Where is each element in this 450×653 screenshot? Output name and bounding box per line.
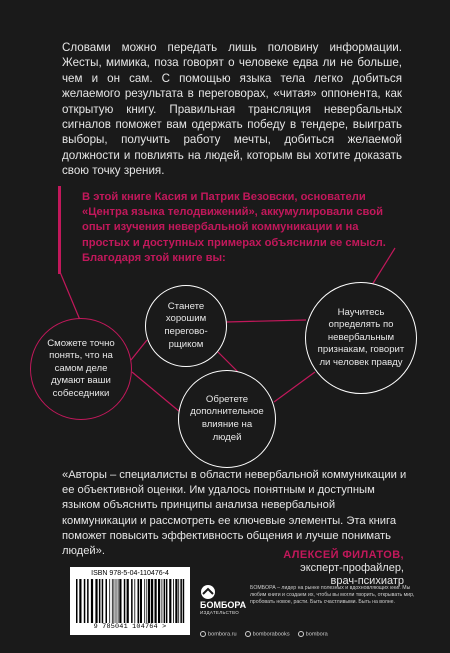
benefit-text: Научитесь определять по невербальным признакам, говорит ли человек правду <box>317 306 405 368</box>
isbn-label: ISBN 978-5-04-110476-4 <box>91 570 169 577</box>
vk-icon <box>245 631 251 637</box>
benefit-negotiator-bubble <box>145 285 227 367</box>
benefit-understand-bubble <box>30 318 132 420</box>
intro-paragraph: Словами можно передать лишь половину информации. Жесты, мимика, поза говорят о человеке едва ли не больше, чем и он сам. С помощью языка тела легко добиться желаемого результата в переговорах, «читая» оппонента, как открытую книгу. Правильная трансляция невербальных сигналов поможет вам одержать победу в тендере, выиграть выборы, получить работу мечты, добиться желаемой должности и повлиять на людей, которым вы хотите доказать свою точку зрения. <box>62 41 402 178</box>
bombora-logo-icon <box>200 584 216 600</box>
benefit-text: Станете хорошим перегово-рщиком <box>164 300 208 350</box>
barcode <box>70 567 190 635</box>
quote-author <box>283 549 404 588</box>
globe-icon <box>200 631 206 637</box>
social-site-label: bombora.ru <box>208 631 237 638</box>
social-vk[interactable] <box>245 631 290 637</box>
barcode-digits: 9 785041 104764 > <box>93 623 167 631</box>
review-quote: «Авторы – специалисты в области невербальной коммуникации и ее объективной оценки. Им удалось понятным и доступным языком объяснить принципы анализа невербальной коммуникации и рассмотреть ее ключевые элементы. Эта книга поможет повысить эффективность общения и лучше понимать людей». <box>62 469 407 558</box>
publisher-subtitle: ИЗДАТЕЛЬСТВО <box>200 610 240 615</box>
publisher-name: БОМБОРА <box>200 600 247 610</box>
benefit-text: Обретете дополнительное влияние на людей <box>190 393 264 443</box>
author-name: АЛЕКСЕЙ ФИЛАТОВ, <box>283 549 404 561</box>
barcode-bars <box>74 579 186 623</box>
social-telegram-label: bombora <box>305 631 328 638</box>
social-telegram[interactable] <box>298 631 328 637</box>
telegram-icon <box>298 631 304 637</box>
author-role: врач-психиатр <box>330 575 404 587</box>
highlight-paragraph: В этой книге Касия и Патрик Везовски, основатели «Центра языка телодвижений», аккумулировали свой опыт изучения невербальной коммуникации и на простых и доступных примерах объяснили ее смысл. Благодаря этой книге вы: <box>82 191 386 264</box>
benefit-influence-bubble <box>178 370 276 468</box>
author-role: эксперт-профайлер, <box>300 562 404 574</box>
publisher-description: БОМБОРА – лидер на рынке полезных и вдохновляющих книг. Мы любим книги и создаем их, чтобы вы могли творить, открывать мир, пробовать новое, расти. Быть счастливыми. Быть на волне. <box>250 585 415 605</box>
publisher-logo <box>200 584 248 618</box>
social-links <box>200 631 430 637</box>
benefit-text: Сможете точно понять, что на самом деле думают ваши собеседники <box>47 337 115 399</box>
benefit-truth-bubble <box>305 282 417 394</box>
social-site[interactable] <box>200 631 237 637</box>
social-vk-label: bomborabooks <box>252 631 290 638</box>
